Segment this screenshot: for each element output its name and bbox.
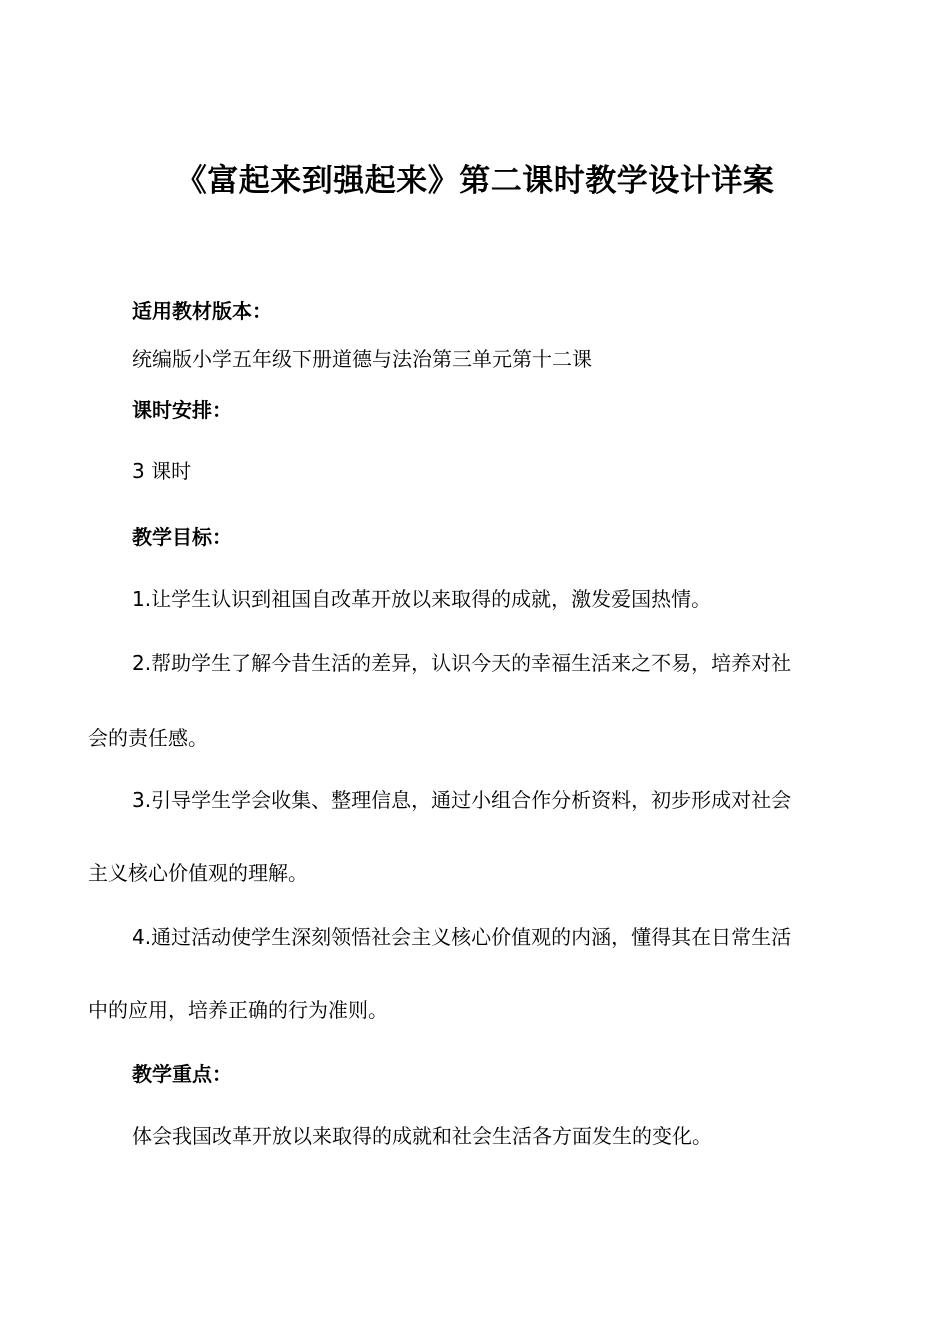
schedule-value: 3 课时 xyxy=(132,459,192,483)
focus-value: 体会我国改革开放以来取得的成就和社会生活各方面发生的变化。 xyxy=(132,1124,712,1148)
objective-2-line-2: 会的责任感。 xyxy=(88,726,208,750)
objective-2-line-1: 2.帮助学生了解今昔生活的差异，认识今天的幸福生活来之不易，培养对社 xyxy=(132,651,792,675)
document-title: 《富起来到强起来》第二课时教学设计详案 xyxy=(175,163,775,199)
objective-3-line-2: 主义核心价值观的理解。 xyxy=(88,861,308,885)
objective-3-line-1: 3.引导学生学会收集、整理信息，通过小组合作分析资料，初步形成对社会 xyxy=(132,788,792,812)
schedule-heading: 课时安排： xyxy=(132,398,232,422)
objective-4-line-1: 4.通过活动使学生深刻领悟社会主义核心价值观的内涵，懂得其在日常生活 xyxy=(132,925,792,949)
textbook-value: 统编版小学五年级下册道德与法治第三单元第十二课 xyxy=(132,347,592,371)
textbook-heading: 适用教材版本： xyxy=(132,299,272,323)
objective-4-line-2: 中的应用，培养正确的行为准则。 xyxy=(88,998,388,1022)
focus-heading: 教学重点： xyxy=(132,1062,232,1086)
objective-1-line-1: 1.让学生认识到祖国自改革开放以来取得的成就，激发爱国热情。 xyxy=(132,587,712,611)
objectives-heading: 教学目标： xyxy=(132,525,232,549)
